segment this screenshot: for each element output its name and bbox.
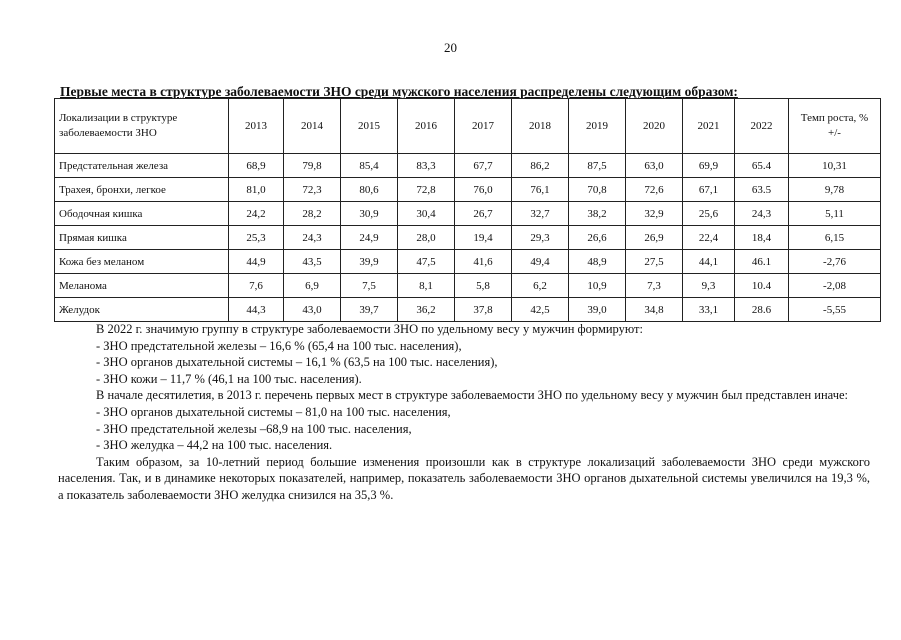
table-row [55, 250, 881, 274]
growth-rate-cell: 6,15 [789, 226, 881, 250]
table-row [55, 178, 881, 202]
value-cell: 10.4 [735, 274, 789, 298]
value-cell: 28,2 [284, 202, 341, 226]
location-cell: Предстательная железа [55, 154, 229, 178]
year-header: 2022 [735, 99, 789, 154]
location-cell: Прямая кишка [55, 226, 229, 250]
year-header: 2017 [455, 99, 512, 154]
paragraph: Таким образом, за 10-летний период большие изменения произошли как в структуре локализаций заболеваемости ЗНО среди мужского населения. Так, и в динамике некоторых показателей, например, показатель заболеваемости ЗНО органов дыхательной системы увеличился на 19,3 %, а показатель заболеваемости ЗНО желудка снизился на 35,3 %. [58, 454, 870, 502]
value-cell: 29,3 [512, 226, 569, 250]
page-number: 20 [444, 40, 457, 55]
value-cell: 49,4 [512, 250, 569, 274]
year-header: 2014 [284, 99, 341, 154]
value-cell: 76,0 [455, 178, 512, 202]
value-cell: 70,8 [569, 178, 626, 202]
value-cell: 48,9 [569, 250, 626, 274]
value-cell: 43,5 [284, 250, 341, 274]
list-item: - ЗНО органов дыхательной системы – 81,0 на 100 тыс. населения, [96, 404, 451, 419]
list-item: - ЗНО желудка – 44,2 на 100 тыс. населения. [96, 438, 333, 453]
value-cell: 72,6 [626, 178, 683, 202]
value-cell: 80,6 [341, 178, 398, 202]
value-cell: 7,6 [229, 274, 284, 298]
value-cell: 7,5 [341, 274, 398, 298]
growth-rate-cell: -5,55 [789, 298, 881, 322]
value-cell: 67,7 [455, 154, 512, 178]
list-item: - ЗНО кожи – 11,7 % (46,1 на 100 тыс. населения). [96, 371, 362, 386]
year-header: 2021 [683, 99, 735, 154]
value-cell: 25,3 [229, 226, 284, 250]
list-item: - ЗНО органов дыхательной системы – 16,1 % (63,5 на 100 тыс. населения), [96, 355, 498, 370]
growth-rate-cell: 5,11 [789, 202, 881, 226]
value-cell: 81,0 [229, 178, 284, 202]
table-row [55, 202, 881, 226]
location-cell: Кожа без меланом [55, 250, 229, 274]
value-cell: 30,9 [341, 202, 398, 226]
value-cell: 43,0 [284, 298, 341, 322]
location-cell: Желудок [55, 298, 229, 322]
incidence-table [54, 98, 881, 322]
year-header: 2013 [229, 99, 284, 154]
value-cell: 65.4 [735, 154, 789, 178]
value-cell: 28,0 [398, 226, 455, 250]
list-item: - ЗНО предстательной железы –68,9 на 100 тыс. населения, [96, 421, 412, 436]
value-cell: 67,1 [683, 178, 735, 202]
year-header: 2018 [512, 99, 569, 154]
value-cell: 19,4 [455, 226, 512, 250]
value-cell: 5,8 [455, 274, 512, 298]
value-cell: 32,9 [626, 202, 683, 226]
value-cell: 44,9 [229, 250, 284, 274]
value-cell: 24,2 [229, 202, 284, 226]
value-cell: 72,8 [398, 178, 455, 202]
value-cell: 41,6 [455, 250, 512, 274]
value-cell: 26,9 [626, 226, 683, 250]
value-cell: 33,1 [683, 298, 735, 322]
value-cell: 30,4 [398, 202, 455, 226]
value-cell: 7,3 [626, 274, 683, 298]
value-cell: 79,8 [284, 154, 341, 178]
value-cell: 10,9 [569, 274, 626, 298]
value-cell: 37,8 [455, 298, 512, 322]
value-cell: 39,9 [341, 250, 398, 274]
value-cell: 22,4 [683, 226, 735, 250]
value-cell: 39,0 [569, 298, 626, 322]
value-cell: 24,3 [735, 202, 789, 226]
value-cell: 86,2 [512, 154, 569, 178]
growth-rate-cell: 9,78 [789, 178, 881, 202]
table-header-row [55, 99, 881, 154]
location-cell: Трахея, бронхи, легкое [55, 178, 229, 202]
value-cell: 38,2 [569, 202, 626, 226]
value-cell: 26,6 [569, 226, 626, 250]
paragraph: В начале десятилетия, в 2013 г. перечень первых мест в структуре заболеваемости ЗНО по удельному весу у мужчин был представлен иначе: [96, 388, 848, 403]
value-cell: 27,5 [626, 250, 683, 274]
value-cell: 28.6 [735, 298, 789, 322]
table-row [55, 274, 881, 298]
year-header: 2020 [626, 99, 683, 154]
value-cell: 25,6 [683, 202, 735, 226]
list-item: - ЗНО предстательной железы – 16,6 % (65,4 на 100 тыс. населения), [96, 338, 462, 353]
table-row [55, 226, 881, 250]
growth-rate-cell: -2,08 [789, 274, 881, 298]
value-cell: 63,0 [626, 154, 683, 178]
value-cell: 9,3 [683, 274, 735, 298]
location-column-header: Локализации в структуре заболеваемости ЗНО [55, 99, 229, 154]
value-cell: 85,4 [341, 154, 398, 178]
value-cell: 47,5 [398, 250, 455, 274]
value-cell: 83,3 [398, 154, 455, 178]
value-cell: 69,9 [683, 154, 735, 178]
value-cell: 68,9 [229, 154, 284, 178]
body-text [58, 321, 870, 504]
year-header: 2019 [569, 99, 626, 154]
value-cell: 42,5 [512, 298, 569, 322]
value-cell: 26,7 [455, 202, 512, 226]
value-cell: 44,1 [683, 250, 735, 274]
value-cell: 6,2 [512, 274, 569, 298]
value-cell: 63.5 [735, 178, 789, 202]
value-cell: 6,9 [284, 274, 341, 298]
value-cell: 76,1 [512, 178, 569, 202]
section-heading: Первые места в структуре заболеваемости ЗНО среди мужского населения распределены следующим образом: [60, 84, 738, 99]
location-cell: Меланома [55, 274, 229, 298]
value-cell: 24,9 [341, 226, 398, 250]
value-cell: 18,4 [735, 226, 789, 250]
value-cell: 36,2 [398, 298, 455, 322]
value-cell: 32,7 [512, 202, 569, 226]
value-cell: 8,1 [398, 274, 455, 298]
table-body [55, 154, 881, 322]
value-cell: 44,3 [229, 298, 284, 322]
value-cell: 87,5 [569, 154, 626, 178]
value-cell: 39,7 [341, 298, 398, 322]
year-header: 2015 [341, 99, 398, 154]
table-row [55, 154, 881, 178]
year-header: 2016 [398, 99, 455, 154]
value-cell: 34,8 [626, 298, 683, 322]
growth-rate-header: Темп роста, % +/- [789, 99, 881, 154]
value-cell: 46.1 [735, 250, 789, 274]
table-row [55, 298, 881, 322]
growth-rate-cell: 10,31 [789, 154, 881, 178]
growth-rate-cell: -2,76 [789, 250, 881, 274]
value-cell: 24,3 [284, 226, 341, 250]
value-cell: 72,3 [284, 178, 341, 202]
location-cell: Ободочная кишка [55, 202, 229, 226]
paragraph: В 2022 г. значимую группу в структуре заболеваемости ЗНО по удельному весу у мужчин формируют: [96, 322, 643, 336]
